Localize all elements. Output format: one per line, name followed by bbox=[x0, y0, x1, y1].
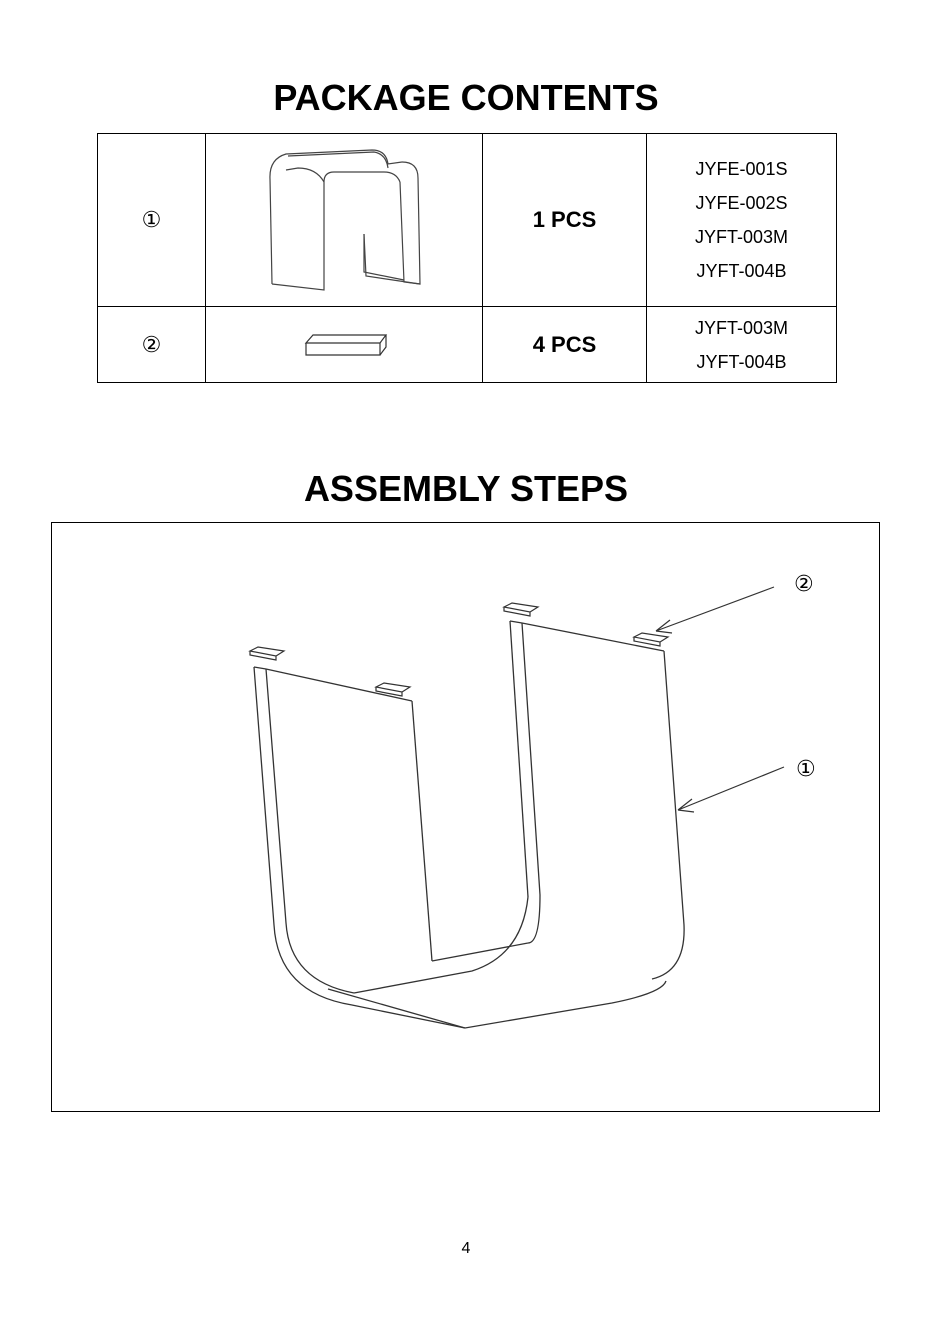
part-number: ② bbox=[98, 307, 206, 383]
bottom-inner-edge bbox=[354, 897, 528, 993]
model-code: JYFT-004B bbox=[696, 261, 787, 281]
felt-pad bbox=[634, 633, 668, 646]
right-leg-front-edge bbox=[652, 651, 684, 979]
part-number: ① bbox=[98, 134, 206, 307]
part-quantity: 4 PCS bbox=[483, 307, 647, 383]
model-code: JYFT-004B bbox=[696, 351, 787, 372]
part-illustration-cell bbox=[206, 134, 483, 307]
felt-pad bbox=[504, 603, 538, 616]
part-quantity: 1 PCS bbox=[483, 134, 647, 307]
assembly-steps-title: ASSEMBLY STEPS bbox=[303, 468, 629, 509]
pad-callout-arrow bbox=[656, 587, 774, 633]
felt-pad bbox=[250, 647, 284, 660]
package-contents-table bbox=[97, 133, 837, 383]
model-code: JYFT-003M bbox=[694, 317, 789, 338]
pad-callout-label: ② bbox=[794, 572, 814, 597]
felt-pad-illustration bbox=[206, 307, 483, 382]
right-leg-inner-edge bbox=[522, 623, 540, 943]
model-code: JYFE-002S bbox=[695, 193, 788, 213]
part-models bbox=[647, 134, 837, 307]
package-contents-title: PACKAGE CONTENTS bbox=[273, 77, 659, 118]
left-leg-outer-edge bbox=[254, 667, 465, 1028]
assembly-diagram bbox=[52, 523, 879, 1111]
seat-body-illustration bbox=[206, 134, 483, 306]
table-row bbox=[98, 307, 837, 383]
model-code: JYFE-001S bbox=[695, 159, 788, 179]
page-number: 4 bbox=[461, 1240, 471, 1257]
bottom-back-edge bbox=[432, 943, 528, 961]
assembly-diagram-panel bbox=[51, 522, 880, 1112]
right-leg-outer-edge bbox=[510, 621, 528, 897]
left-leg-back-edge bbox=[412, 701, 432, 961]
felt-pads bbox=[250, 603, 668, 696]
model-code: JYFT-003M bbox=[694, 227, 789, 247]
body-callout-arrow bbox=[678, 767, 784, 812]
part-illustration-cell bbox=[206, 307, 483, 383]
table-row bbox=[98, 134, 837, 307]
body-callout-label: ① bbox=[796, 757, 816, 782]
part-models bbox=[647, 307, 837, 383]
left-leg-inner-edge bbox=[266, 669, 354, 993]
